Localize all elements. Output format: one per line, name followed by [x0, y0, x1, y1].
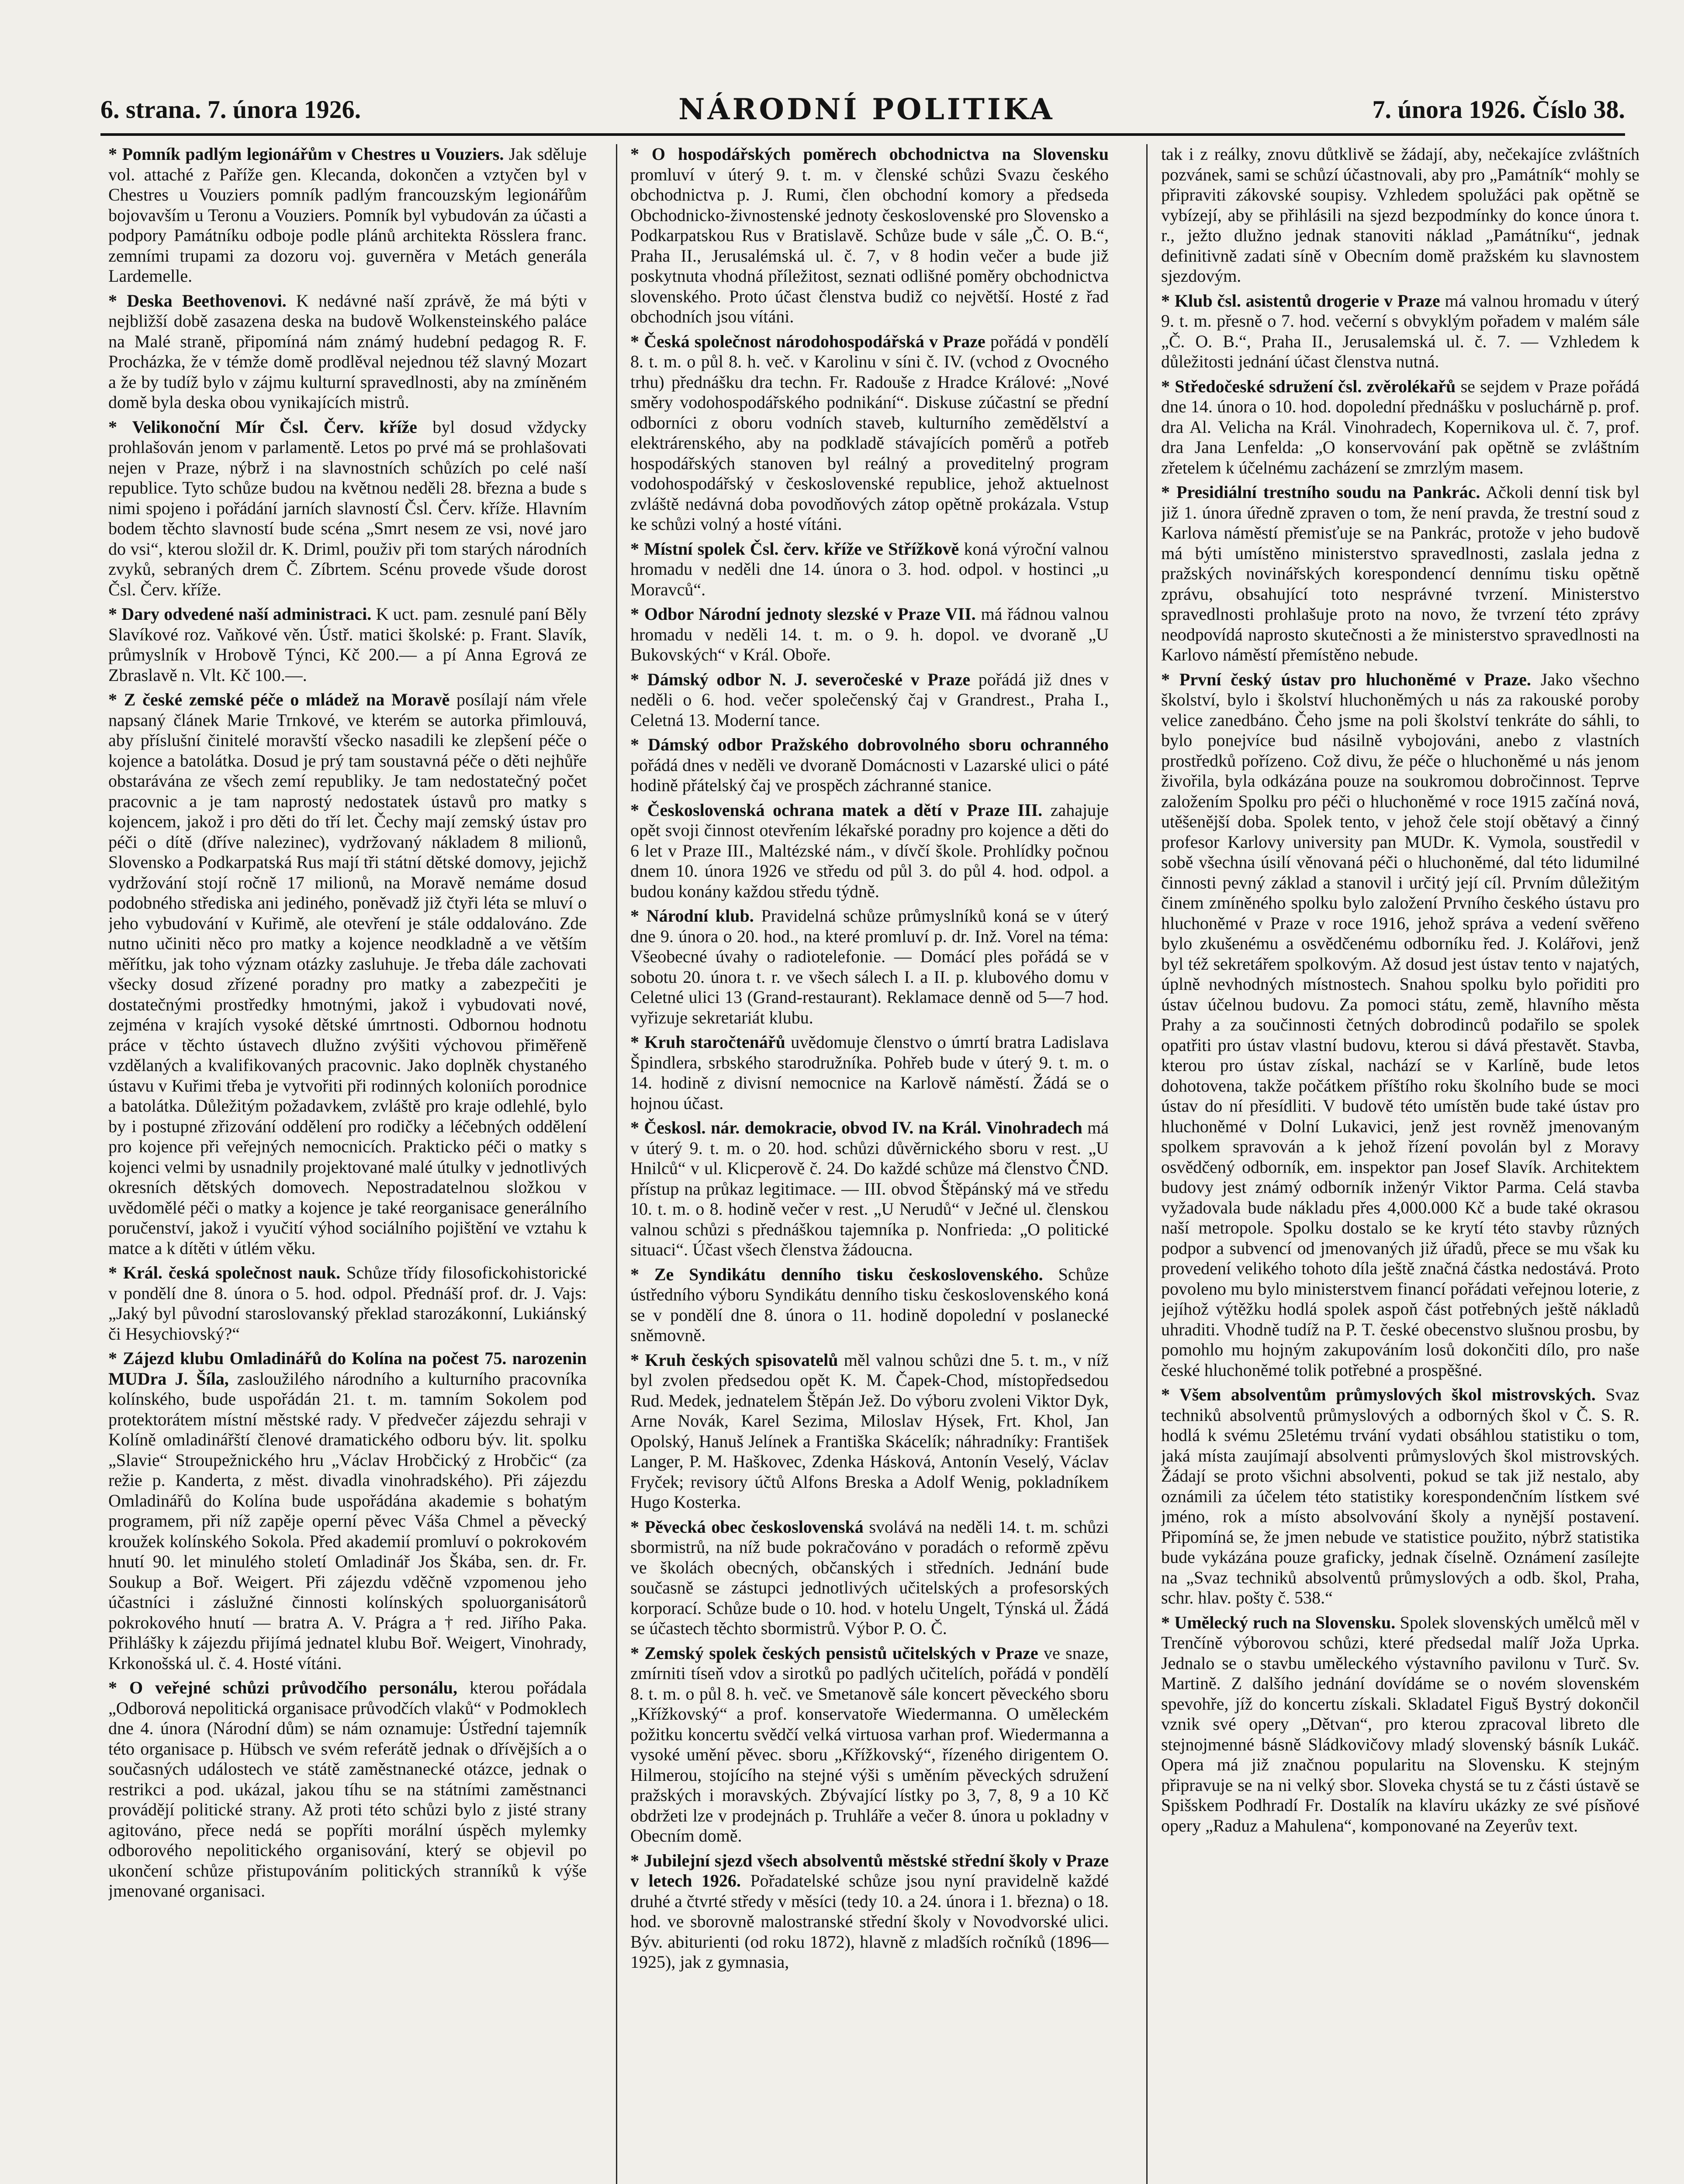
article	[1161, 144, 1639, 287]
article	[630, 1517, 1109, 1639]
article-heading: * Československá ochrana matek a dětí v Praze III.	[630, 800, 1043, 820]
article	[630, 906, 1109, 1028]
article	[108, 291, 587, 413]
article	[630, 332, 1109, 535]
article	[630, 1265, 1109, 1346]
article-body: pořádá již dnes v neděli o 6. hod. večer společenský čaj v Grandrest., Praha I., Celetná 13. Moderní tance.	[630, 669, 1109, 730]
column-3	[1161, 144, 1639, 2184]
article	[108, 690, 587, 1258]
article-body: posílají nám vřele napsaný článek Marie Trnkové, ve kterém se autorka přimlouvá, aby příslušní činitelé moravští všecko nasadili ke zlepšení péče o kojence a batolátka. Dosud je prý tam soustavná péče o děti nejhůře obstarávána ze všech zemí republiky. Je tam nedostatečný počet pracovnic a je tam naprostý nedostatek ústavů pro matky s kojencem, jakož i pro děti do tří let. Čechy mají zemský ústav pro péči o dítě (dříve nalezinec), vydržovaný nákladem 8 milionů, Slovensko a Podkarpatská Rus mají tři státní dětské domovy, jejichž vydržování stojí ročně 17 milionů, na Moravě nemáme dosud podobného střediska ani jediného, poněvadž již čtyři léta se mluví o jeho vybudování v Kuřimě, ale otevření je stále oddalováno. Zde nutno učiniti něco pro matky a kojence neodkladně a ve větším měřítku, jak toho význam otázky zasluhuje. Je třeba dále zachovati všecky dosud zřízené poradny pro matky a zabezpečiti je dostatečnými prostředky hmotnými, jakož i vybudovati nové, zejména v krajích vysoké dětské úmrtnosti. Odbornou hodnotu práce v těchto ústavech dlužno zvýšiti výchovou přiměřeně vzdělaných a kvalifikovaných pracovnic. Jako doplněk chystaného ústavu v Kuřimi třeba je vytvořiti při rodinných koloniích porodnice a batolátka. Důležitým požadavkem, zvláště pro kraje odlehlé, bylo by i postupné zřizování oddělení pro rodičky a léčebných oddělení pro kojence při veřejných nemocnicích. Prakticko péči o matky s kojenci velmi by usnadnily projektované malé útulky v jednotlivých okresních dětských domovech. Nepostradatelnou složkou v uvědomělé péči o matky a kojence je také reorganisace generálního poručenství, jakož i vyučití výhod sociálního pojištění ve vztahu k matce a k dítěti v útlém věku.	[108, 690, 587, 1258]
article-heading: * Dámský odbor Pražského dobrovolného sboru ochranného	[630, 735, 1109, 754]
article-heading: * Dámský odbor N. J. severočeské v Praze	[630, 669, 971, 689]
article-body: zahajuje opět svoji činnost otevřením lékařské poradny pro kojence a děti do 6 let v Praze III., Maltézské nám., v dívčí škole. Prohlídky počnou dnem 10. února 1926 ve středu od půl 3. do půl 4. hod. odpol. a budou konány každou středu týdně.	[630, 800, 1109, 901]
article-body: má řádnou valnou hromadu v neděli 14. t. m. o 9. h. dopol. ve dvoraně „U Bukovských“ v Král. Oboře.	[630, 604, 1109, 664]
article-heading: * Odbor Národní jednoty slezské v Praze VII.	[630, 604, 976, 624]
article	[108, 1263, 587, 1344]
masthead-title: NÁRODNÍ POLITIKA	[678, 92, 1055, 126]
article-heading: * Dary odvedené naší administraci.	[108, 604, 372, 624]
article-body: koná výroční valnou hromadu v neděli dne 14. února o 3. hod. odpol. v hostinci „u Moravců“.	[630, 539, 1109, 599]
article-body: se sejdem v Praze pořádá dne 14. února o 10. hod. dopolední přednášku v posluchárně p. prof. dra Al. Velicha na Král. Vinohradech, Kopernikova ul. č. 7, prof. dra Jana Lenfelda: „O konservování pak opětně se zvláštním zřetelem k účelnému zacházení se zmrzlým masem.	[1161, 376, 1639, 477]
article-body: Pravidelná schůze průmyslníků koná se v úterý dne 9. února o 20. hod., na které promluví p. dr. Inž. Vorel na téma: Všeobecné úvahy o radiotelefonie. — Domácí ples pořádá se v sobotu 20. února t. r. ve všech sálech I. a II. p. klubového domu v Celetné ulici 13 (Grand-restaurant). Reklamace denně od 5—7 hod. vyřizuje sekretariát klubu.	[630, 906, 1109, 1027]
article-heading: * Jubilejní sjezd všech absolventů městské střední školy v Praze v letech 1926.	[630, 1850, 1109, 1890]
article-body: K nedávné naší zprávě, že má býti v nejbližší době zasazena deska na budově Wolkensteinského paláce na Malé straně, připomíná nám známý hudební pedagog R. F. Procházka, že v témže domě prodlěval nejednou též slavný Mozart a že by tudíž bylo v zájmu kulturní spravedlnosti, aby na zmíněném domě byla deska obou vynikajících mistrů.	[108, 290, 587, 412]
article-heading: * Presidiální trestního soudu na Pankrác.	[1161, 482, 1480, 502]
article-heading: * Král. česká společnost nauk.	[108, 1263, 341, 1282]
article-heading: * Národní klub.	[630, 906, 754, 926]
column-2	[630, 144, 1109, 2184]
article-heading: * Českosl. nár. demokracie, obvod IV. na Král. Vinohradech	[630, 1118, 1082, 1137]
article	[108, 144, 587, 287]
article	[1161, 482, 1639, 665]
article	[630, 604, 1109, 665]
article-heading: * Z české zemské péče o mládež na Moravě	[108, 690, 450, 709]
column-divider	[616, 144, 617, 2184]
article-body: byl dosud vždycky prohlašován jenom v parlamentě. Letos po prvé má se prohlašovati nejen v Praze, nýbrž i na slavnostních schůzích po celé naší republice. Tyto schůze budou na květnou neděli 28. března a bude s nimi spojeno i pořádání jarních slavností Čsl. Červ. kříže. Hlavním bodem těchto slavností bude scéna „Smrt nesem ze vsi, nové jaro do vsi“, kterou složil dr. K. Driml, použiv při tom starých národních zvyků, sebraných drem Č. Zíbrtem. Scénu provede všude dorost Čsl. Červ. kříže.	[108, 417, 587, 599]
article-body: pořádá dnes v neděli ve dvoraně Domácnosti v Lazarské ulici o páté hodině přátelský čaj ve prospěch záchranné stanice.	[630, 755, 1109, 795]
header-page-date: 6. strana. 7. února 1926.	[100, 95, 361, 124]
article	[1161, 377, 1639, 478]
article-body: pořádá v pondělí 8. t. m. o půl 8. h. več. v Karolinu v síni č. IV. (vchod z Ovocného trhu) přednášku dra techn. Fr. Radouše z Hradce Králové: „Nové směry vodohospodářského podnikání“. Diskuse zúčastní se přední odborníci z oboru vodních staveb, kulturního zemědělství a elektrárenského, aby na podkladě stávajících poměrů a potřeb hospodářských stanoven byl reálný a proveditelný program vodohospodářský v československé republice, jehož aktuelnost zvláště nedávná doba povodňových zátop opětně prokázala. Vstup ke schůzi volný a hosté vítáni.	[630, 331, 1109, 534]
article	[1161, 670, 1639, 1381]
article-body: K uct. pam. zesnulé paní Běly Slavíkové roz. Vaňkové věn. Ústř. matici školské: p. Frant. Slavík, průmyslník v Hrobově Týnci, Kč 200.— a pí Anna Egrová ze Zbraslavě n. Vlt. Kč 100.—.	[108, 604, 587, 685]
article-body: má v úterý 9. t. m. o 20. hod. schůzi důvěrnického sboru v rest. „U Hnilců“ v ul. Klicperově č. 24. Do každé schůze má členstvo ČND. přístup na průkaz legitimace. — III. obvod Štěpánský má ve středu 10. t. m. o 8. hodině večer v rest. „U Nerudů“ v Ječné ul. členskou valnou schůzi s přednáškou tajemníka p. Nonfrieda: „O politické situaci“. Účast všech členstva žádoucna.	[630, 1118, 1109, 1259]
article	[630, 1118, 1109, 1260]
header-rule	[100, 133, 1625, 136]
article-body: promluví v úterý 9. t. m. v členské schůzi Svazu českého obchodnictva p. J. Rumi, člen obchodní komory a předseda Obchodnicko-živnostenské jednoty československé pro Slovensko a Podkarpatskou Rus v Bratislavě. Schůze bude v sále „Č. O. B.“, Praha II., Jerusalémská ul. č. 7, v 8 hodin večer a bude již poskytnuta vhodná příležitost, seznati odlišné poměry obchodnictva slovenského. Proto účast členstva budiž co největší. Hosté z řad obchodních jsou vítáni.	[630, 164, 1109, 326]
article-heading: * Kruh českých spisovatelů	[630, 1350, 838, 1370]
article-heading: * Ze Syndikátu denního tisku československého.	[630, 1264, 1043, 1284]
article-heading: * Pěvecká obec československá	[630, 1517, 864, 1537]
article-heading: * Všem absolventům průmyslových škol mistrovských.	[1161, 1385, 1596, 1404]
article-body: ve snaze, zmírniti tíseň vdov a sirotků po padlých učitelích, pořádá v pondělí 8. t. m. o půl 8. h. več. ve Smetanově sále koncert pěveckého sboru „Křížkovský“ a prof. konservatoře Wiedermanna. O uměleckém požitku koncertu svědčí velká virtuosa varhan prof. Wiedermanna a vysoké umění pěvec. sboru „Křížkovský“, řízeného dirigentem O. Hilmerou, stojícího na stejné výši s uměním pěveckých sdružení pražských i moravských. Zbývající lístky po 3, 7, 8, 9 a 10 Kč obdržeti lze v prodejnách p. Truhláře a večer 8. února u pokladny v Obecním domě.	[630, 1643, 1109, 1845]
article	[630, 800, 1109, 902]
article	[1161, 1385, 1639, 1608]
header-date-issue: 7. února 1926. Číslo 38.	[1372, 95, 1625, 124]
article-body: tak i z reálky, znovu důtklivě se žádají, aby, nečekajíce zvláštních pozvánek, sami se schůzí účastnovali, aby pro „Památník“ mohly se připraviti zákovské soupisy. Vzhledem spolužáci pak opětně se vybízejí, aby se přihlásili na sjezd bezpodmínky do konce února t. r., ježto dlužno jednak stanoviti náklad „Památníku“, jednak definitivně zadati síně v Obecním domě pražském ku slavnostem sjezdovým.	[1161, 144, 1639, 286]
article-body: Svaz techniků absolventů průmyslových a odborných škol v Č. S. R. hodlá k svému 25letému trvání vydati obsáhlou statistiku o tom, jaká místa zaujímají absolventi průmyslových škol mistrovských. Žádají se proto všichni absolventi, pokud se tak již nestalo, aby oznámili za účelem této statistiky korespondenčním lístkem své jméno, rok a místo absolvování školy a nynější postavení. Připomíná se, že jmen nebude ve statistice použito, nýbrž statistika bude vykázána pouze graficky, jednak číselně. Oznámení zasílejte na „Svaz techniků absolventů průmyslových a odb. škol, Praha, schr. hlav. pošty č. 538.“	[1161, 1385, 1639, 1607]
article-heading: * Zájezd klubu Omladinářů do Kolína na počest 75. narozenin MUDra J. Šíla,	[108, 1348, 587, 1389]
article-heading: * Česká společnost národohospodářská v Praze	[630, 331, 986, 351]
article-body: Ačkoli denní tisk byl již 1. února úředně zpraven o tom, že není pravda, že trestní soud z Karlova náměstí přemisťuje se na Pankrác, protože v jeho budově má býti umístěno ministerstvo spravedlnosti, zaslala jedna z pražských novinářských korespondencí dennímu tisku opětně zprávu, obsahující toto nesprávné tvrzení. Ministerstvo spravedlnosti prohlašuje proto na novo, že tvrzení této zprávy neodpovídá naprosto skutečnosti a že ministerstvo spravedlnosti na Karlovo náměstí přemístěno nebude.	[1161, 482, 1639, 664]
article-heading: * Místní spolek Čsl. červ. kříže ve Střížkově	[630, 539, 959, 559]
column-1	[108, 144, 587, 2184]
article	[630, 144, 1109, 327]
article-heading: * Klub čsl. asistentů drogerie v Praze	[1161, 290, 1440, 311]
article-body: Jak sděluje vol. attaché z Paříže gen. Klecanda, dokončen a vztyčen byl v Chestres u Vouziers pomník padlým francouzským legionářům bojovavším u Teronu a Vouziers. Pomník byl vybudován za účasti a podpory Památníku odboje podle plánů architekta Rösslera franc. zemními trupami za dozoru voj. guverněra v Metách generála Lardemelle.	[108, 144, 587, 286]
article-heading: * Umělecký ruch na Slovensku.	[1161, 1612, 1396, 1632]
article	[630, 1643, 1109, 1846]
article-heading: * O hospodářských poměrech obchodnictva na Slovensku	[630, 144, 1109, 164]
article-body: zasloužilého národního a kulturního pracovníka kolínského, bude uspořádán 21. t. m. tamním Sokolem pod protektorátem místní městské rady. V předvečer zájezdu sehraji v Kolíně omladinářští členové dramatického odboru býv. lit. spolku „Slavie“ Stroupežnického hru „Václav Hrobčický z Hrobčic“ (za režie p. Kanderta, z měst. divadla vinohradského). Při zájezdu Omladinářů do Kolína bude uspořádána akademie s bohatým programem, při níž zapěje operní pěvec Váša Chmel a pěvecký kroužek kolínského Sokola. Před akademií promluví o pokrokovém hnutí 90. let minulého století Omladinář Jos Škába, sen. dr. Fr. Soukup a Boř. Weigert. Při zájezdu vděčně vzpomenou jeho účastníci i záslužné činnosti kolínských spoluorganisátorů pokrokového hnutí — bratra A. V. Prágra a † red. Jiřího Paka. Přihlášky k zájezdu přijímá jednatel klubu Boř. Weigert, Vinohrady, Krkonošská ul. č. 4. Hosté vítáni.	[108, 1368, 587, 1673]
article-body: má valnou hromadu v úterý 9. t. m. přesně o 7. hod. večerní s obvyklým pořadem v malém sále „Č. O. B.“, Praha II., Jerusalemská ul. č. 7. — Vzhledem k důležitosti jednání účast členstva nutná.	[1161, 290, 1639, 371]
article	[630, 735, 1109, 796]
article-body: měl valnou schůzi dne 5. t. m., v níž byl zvolen předsedou opět K. M. Čapek-Chod, místopředsedou Rud. Medek, jednatelem Štěpán Jež. Do výboru zvoleni Viktor Dyk, Arne Novák, Karel Sezima, Miloslav Hýsek, Frt. Khol, Jan Opolský, Hanuš Jelínek a Františka Skácelík; náhradníky: František Langer, P. M. Haškovec, Zdenka Hásková, Antonín Veselý, Václav Fryček; revisory účtů Alfons Breska a Adolf Wenig, pokladníkem Hugo Kosterka.	[630, 1350, 1109, 1512]
article-body: kterou pořádala „Odborová nepolitická organisace průvodčích vlaků“ v Podmoklech dne 4. února (Národní dům) se nám oznamuje: Ústřední tajemník této organisace p. Hübsch ve svém referátě jednak o dřívějších a o současných událostech ve státě zaměstnanecké otázce, jednak o restrikci a pod. ukázal, jakou tíhu se na státními zaměstnanci provádějí politické strany. Až proti této schůzi bylo z jisté strany agitováno, přece nedá se popříti morální úspěch mylemky odborového nepolitického organisování, který se objevil po ukončení schůze přistupováním politických stranníků k výše jmenované organisaci.	[108, 1678, 587, 1901]
article	[630, 1350, 1109, 1513]
article-body: svolává na neděli 14. t. m. schůzi sbormistrů, na níž bude pokračováno v poradách o reformě zpěvu ve školách obecných, občanských i středních. Jednání bude současně se zástupci jednotlivých učitelských a profesorských korporací. Schůze bude o 10. hod. v hotelu Ungelt, Týnská ul. Žádá se účastech těchto sbormistrů. Výbor P. O. Č.	[630, 1517, 1109, 1638]
article-heading: * Pomník padlým legionářům v Chestres u Vouziers.	[108, 144, 504, 164]
article-heading: * Kruh staročtenářů	[630, 1032, 785, 1052]
article	[1161, 291, 1639, 372]
article-body: Schůze třídy filosofickohistorické v pondělí dne 8. února o 5. hod. odpol. Přednáší prof. dr. J. Vajs: „Jaký byl původní staroslovanský překlad starozákonní, Lukiánský či Hesychiovský?“	[108, 1263, 587, 1344]
article-heading: * Zemský spolek českých pensistů učitelských v Praze	[630, 1643, 1038, 1663]
article	[630, 1851, 1109, 1973]
article	[108, 604, 587, 685]
article	[108, 1678, 587, 1901]
article-body: Spolek slovenských umělců měl v Trenčíně výborovou schůzi, které předsedal malíř Joža Uprka. Jednalo se o stavbu uměleckého výstavního pavilonu v Turč. Sv. Martině. Z dalšího jednání dovídáme se o novém slovenském spevohře, jíž do koncertu získali. Skladatel Figuš Bystrý dokončil vznik své opery „Dětvan“, pro kterou zpracoval libreto dle stejnojmenné básně Sládkovičovy mladý slovenský básník Lukáč. Opera má již značnou popularitu na Slovensku. K stejným připravuje se na ni velký sbor. Sloveka chystá se tu z části ústavě se Spišskem Podhradí Fr. Dostalík na klavíru ukázky ze své písňové opery „Raduz a Mahulena“, komponované na Zeyerův text.	[1161, 1612, 1639, 1835]
article-body: Jako všechno školství, bylo i školství hluchoněmých u nás za rakouské poroby velice zanedbáno. Čeho jsme na poli školství tenkráte do sáhli, to bylo ponejvíce bud násilně vybojováni, anebo z vlastních prostředků pořízeno. Což divu, že péče o hluchoněmé u nás jenom živořila, byla odkázána pouze na soukromou dobročinnost. Teprve založením Spolku pro péči o hluchoněmé v roce 1915 začíná nová, utěšenější doba. Spolek tento, v jehož čele stojí obětavý a činný profesor Karlovy university pan MUDr. K. Vymola, soustředil v sobě všechna úsilí věnovaná péči o hluchoněmé, dal této lidumilné činnosti pevný základ a stanovil i určitý její cíl. Prvním důležitým činem zmíněného spolku bylo založení Prvního českého ústavu pro hluchoněmé v Praze v roce 1916, jehož správa a vedení svěřeno bylo zkušenému a osvědčenému odborníku řed. J. Kolářovi, jenž byl též sekretářem spolkovým. Až dosud jest ústav tento v najatých, úplně nevhodných místnostech. Snahou spolku bylo pořiditi pro ústav účelnou budovu. Za pomoci státu, země, hlavního města Prahy a za součinnosti četných dobrodinců podařilo se spolek opatřiti pro ústav vlastní budovu, kterou si dává přestavět. Stavba, kterou pro ústav získal, nachází se v Karlíně, bude letos dohotovena, takže počátkem příštího roku školního bude se moci ústav do ní přesídliti. V budově této umístěn bude také ústav pro hluchoněmé v Dolní Lukavici, jenž jest rovněž jmenovaným spolkem spravován a k jehož řízení povolán byl z Moravy osvědčený odborník, em. inspektor pan Josef Slavík. Architektem budovy jest známý odborník inženýr Viktor Parma. Celá stavba vyžadovala bude nákladu přes 4,000.000 Kč a bude také okrasou naší metropole. Spolku dostalo se ke krytí této stavby různých podpor a subvencí od jmenovaných již úřadů, přece se mu však ku provedení velikého tohoto díla ještě značná částka nedostává. Proto povoleno mu bylo ministerstvem financí pořádati veřejnou loterie, z jejíhož výtěžku hodlá spolek aspoň část potřebných ještě nákladů uhraditi. Vhodně tudíž na P. T. české obecenstvo slušnou prosbu, by pomohlo mu hojným zakupováním losů dokončiti dílo, pro naše české hluchoněmé tolik potřebné a prospěšné.	[1161, 669, 1639, 1380]
article-body: Schůze ústředního výboru Syndikátu denního tisku československého koná se v pondělí dne 8. února o 11. hodině dopolední v poslanecké sněmovně.	[630, 1264, 1109, 1345]
article-heading: * První český ústav pro hluchoněmé v Praze.	[1161, 669, 1531, 689]
article-body: Pořadatelské schůze jsou nyní pravidelně každé druhé a čtvrté středy v měsíci (tedy 10. a 24. února i 1. března) o 18. hod. ve sborovně malostranské střední školy v Novodvorské ulici. Býv. abiturienti (od roku 1872), hlavně z mladších ročníků (1896—1925), jak z gymnasia,	[630, 1871, 1109, 1972]
column-divider	[1146, 144, 1148, 2184]
article	[630, 1032, 1109, 1113]
article	[1161, 1613, 1639, 1836]
article-heading: * Středočeské sdružení čsl. zvěrolékařů	[1161, 376, 1456, 396]
article	[108, 1348, 587, 1673]
article-heading: * Velikonoční Mír Čsl. Červ. kříže	[108, 417, 417, 437]
article-body: uvědomuje členstvo o úmrtí bratra Ladislava Špindlera, srbského starodružníka. Pohřeb bude v úterý 9. t. m. o 14. hodině z divisní nemocnice na Karlově náměstí. Žádá se o hojnou účast.	[630, 1032, 1109, 1113]
page-header	[100, 90, 1625, 129]
article-heading: * O veřejné schůzi průvodčího personálu,	[108, 1678, 458, 1697]
article	[630, 670, 1109, 731]
article	[630, 539, 1109, 600]
article-heading: * Deska Beethovenovi.	[108, 290, 287, 311]
article	[108, 417, 587, 600]
